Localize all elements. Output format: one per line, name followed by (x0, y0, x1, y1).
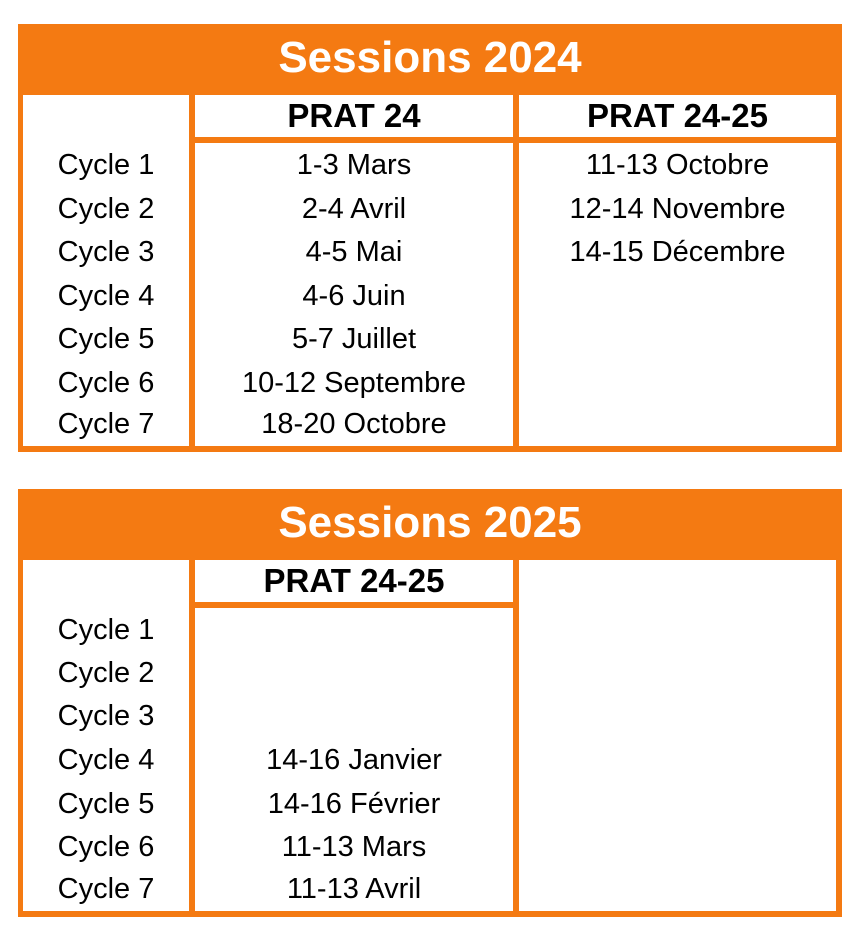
sessions-2025-table (18, 489, 842, 917)
sessions-2024-table (18, 24, 842, 452)
session-date: 14-15 Décembre (569, 236, 786, 268)
cycle-label: Cycle 5 (57, 323, 155, 355)
column-body-prat-24-25 (195, 608, 513, 911)
cycle-label: Cycle 3 (57, 236, 155, 268)
session-date: 11-13 Octobre (585, 149, 770, 181)
cycle-label: Cycle 4 (57, 744, 155, 776)
session-date: 10-12 Septembre (241, 367, 467, 399)
cycle-label: Cycle 6 (57, 831, 155, 863)
sessions-2025-title: Sessions 2025 (18, 489, 842, 557)
cycle-label: Cycle 6 (57, 367, 155, 399)
cycle-labels-2024 (23, 95, 189, 446)
empty-column (519, 560, 836, 911)
cycle-label: Cycle 2 (57, 193, 155, 225)
cycle-label: Cycle 3 (57, 700, 155, 732)
session-date: 1-3 Mars (296, 149, 412, 181)
cycle-label: Cycle 7 (57, 873, 155, 905)
session-date: 11-13 Mars (281, 831, 427, 863)
cycle-label: Cycle 1 (57, 614, 155, 646)
column-body-prat-24 (195, 143, 513, 446)
session-date: 4-6 Juin (302, 280, 406, 312)
cycle-label: Cycle 4 (57, 280, 155, 312)
column-header-prat-24-25: PRAT 24-25 (195, 560, 513, 602)
sessions-2025-grid (18, 557, 842, 917)
session-date: 14-16 Janvier (266, 744, 442, 776)
cycle-label: Cycle 1 (57, 149, 155, 181)
cycle-label: Cycle 7 (57, 408, 155, 440)
session-date: 14-16 Février (267, 788, 441, 820)
column-header-prat-24-25: PRAT 24-25 (519, 95, 836, 137)
session-date: 11-13 Avril (286, 873, 422, 905)
session-date: 5-7 Juillet (291, 323, 417, 355)
cycle-labels-2025 (23, 560, 189, 911)
session-date: 4-5 Mai (305, 236, 403, 268)
session-date: 18-20 Octobre (261, 408, 447, 440)
session-date: 12-14 Novembre (569, 193, 786, 225)
sessions-2024-title: Sessions 2024 (18, 24, 842, 92)
session-date: 2-4 Avril (301, 193, 407, 225)
column-header-prat-24: PRAT 24 (195, 95, 513, 137)
sessions-2024-grid (18, 92, 842, 452)
cycle-label: Cycle 2 (57, 657, 155, 689)
cycle-label: Cycle 5 (57, 788, 155, 820)
column-body-prat-24-25 (519, 143, 836, 446)
